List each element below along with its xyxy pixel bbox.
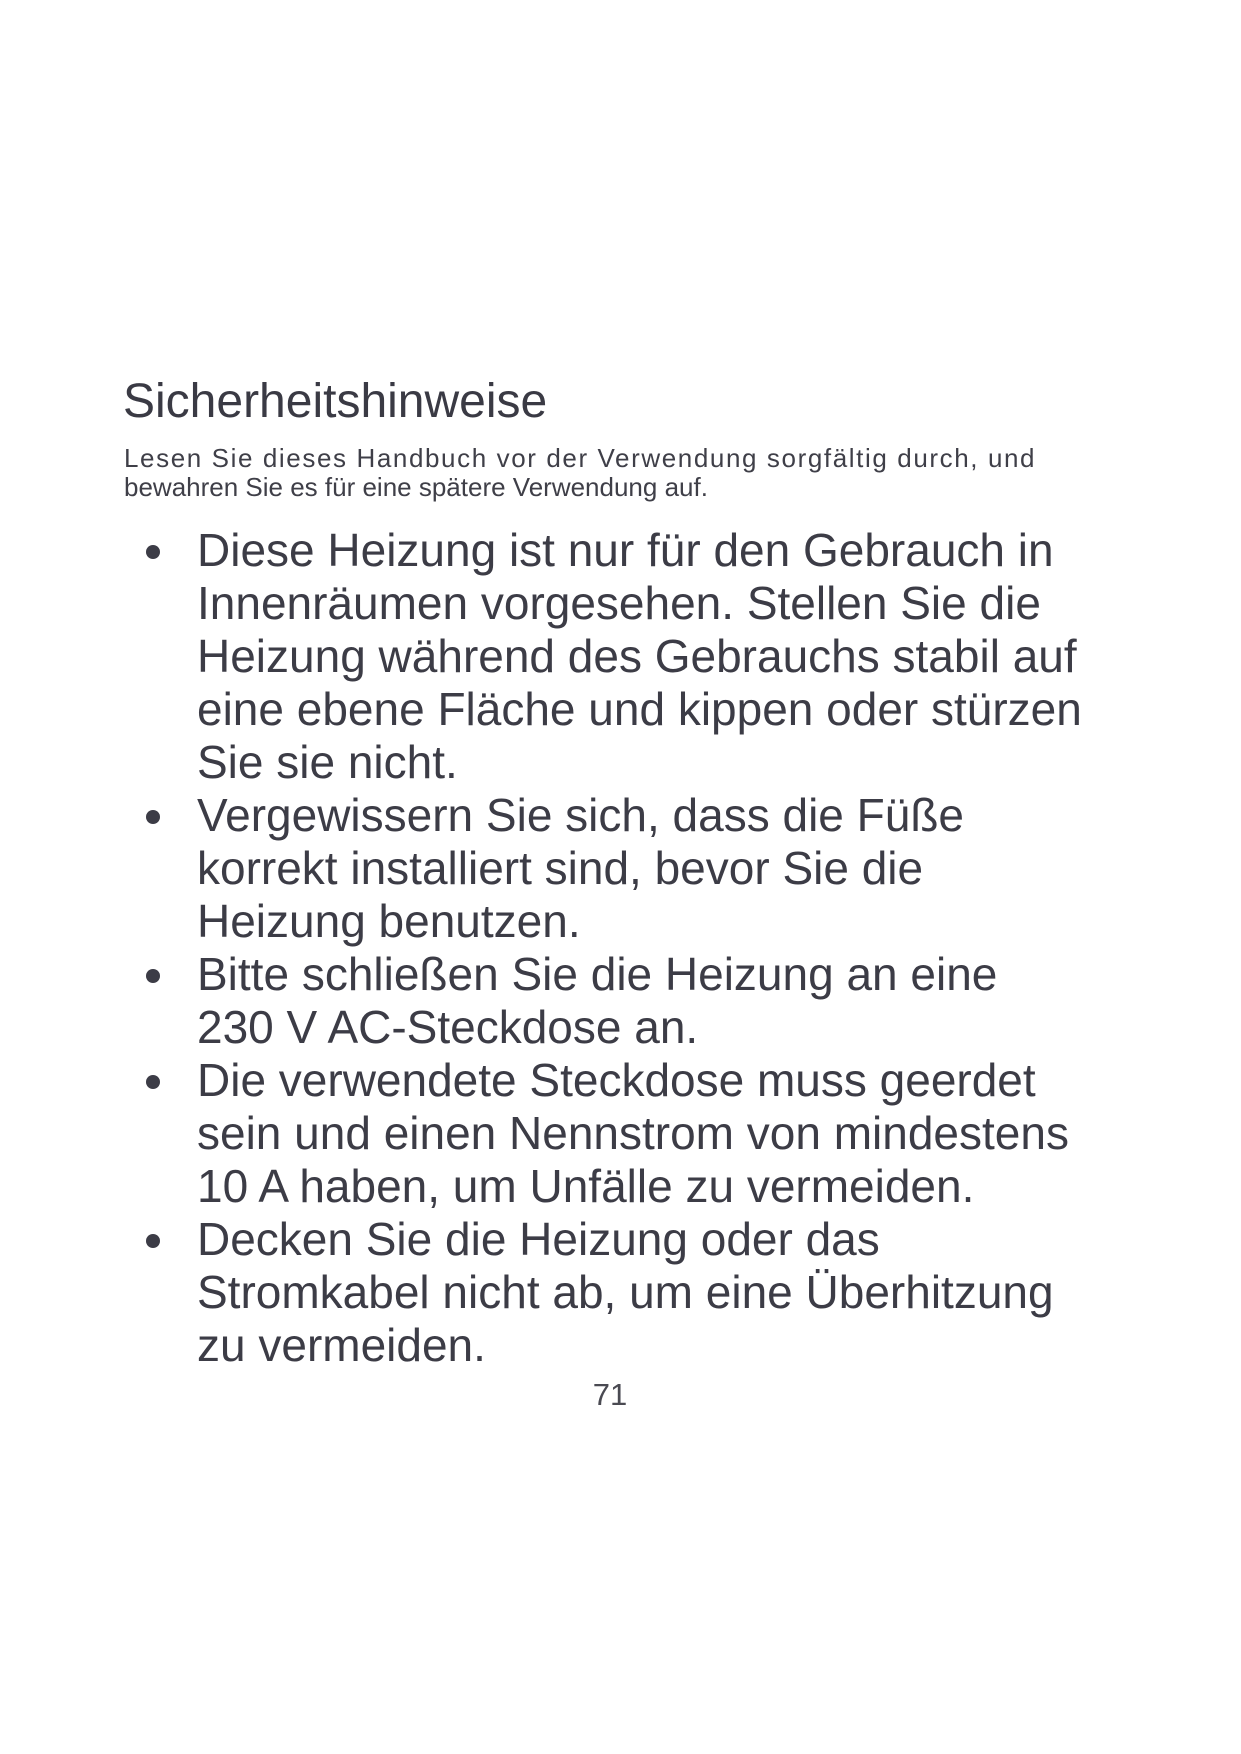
bullet-line: 10 A haben, um Unfälle zu vermeiden. <box>197 1160 975 1212</box>
bullet-line: sein und einen Nennstrom von mindestens <box>197 1107 1069 1159</box>
bullet-line: Bitte schließen Sie die Heizung an eine <box>197 948 998 1000</box>
bullet-line: 230 V AC-Steckdose an. <box>197 1001 699 1053</box>
bullet-line: Die verwendete Steckdose muss geerdet <box>197 1054 1036 1106</box>
page-title: Sicherheitshinweise <box>123 375 548 428</box>
bullet-line: Heizung benutzen. <box>197 895 581 947</box>
bullet-line: Sie sie nicht. <box>197 736 458 788</box>
bullet-line: Vergewissern Sie sich, dass die Füße <box>197 789 965 841</box>
bullet-line: Stromkabel nicht ab, um eine Überhitzung <box>197 1266 1054 1318</box>
intro-text <box>124 444 1134 502</box>
bullet-dot-icon <box>146 545 160 559</box>
safety-bullet-5 <box>0 1213 1157 1372</box>
safety-bullet-list <box>0 524 1241 1372</box>
bullet-line: Heizung während des Gebrauchs stabil auf <box>197 630 1077 682</box>
bullet-line: korrekt installiert sind, bevor Sie die <box>197 842 924 894</box>
safety-bullet-2 <box>0 789 1157 948</box>
bullet-dot-icon <box>146 1234 160 1248</box>
bullet-line: Innenräumen vorgesehen. Stellen Sie die <box>197 577 1041 629</box>
bullet-line: Diese Heizung ist nur für den Gebrauch in <box>197 524 1054 576</box>
bullet-line: Decken Sie die Heizung oder das <box>197 1213 880 1265</box>
safety-bullet-3 <box>0 948 1157 1054</box>
safety-bullet-1 <box>0 524 1157 789</box>
bullet-dot-icon <box>146 969 160 983</box>
page-number: 71 <box>592 1377 628 1412</box>
bullet-line: zu vermeiden. <box>197 1319 486 1371</box>
bullet-dot-icon <box>146 1075 160 1089</box>
bullet-line: eine ebene Fläche und kippen oder stürzen <box>197 683 1082 735</box>
intro-line: bewahren Sie es für eine spätere Verwendung auf. <box>124 472 708 502</box>
bullet-dot-icon <box>146 810 160 824</box>
intro-line: Lesen Sie dieses Handbuch vor der Verwendung sorgfältig durch, und <box>124 443 1037 473</box>
safety-bullet-4 <box>0 1054 1157 1213</box>
